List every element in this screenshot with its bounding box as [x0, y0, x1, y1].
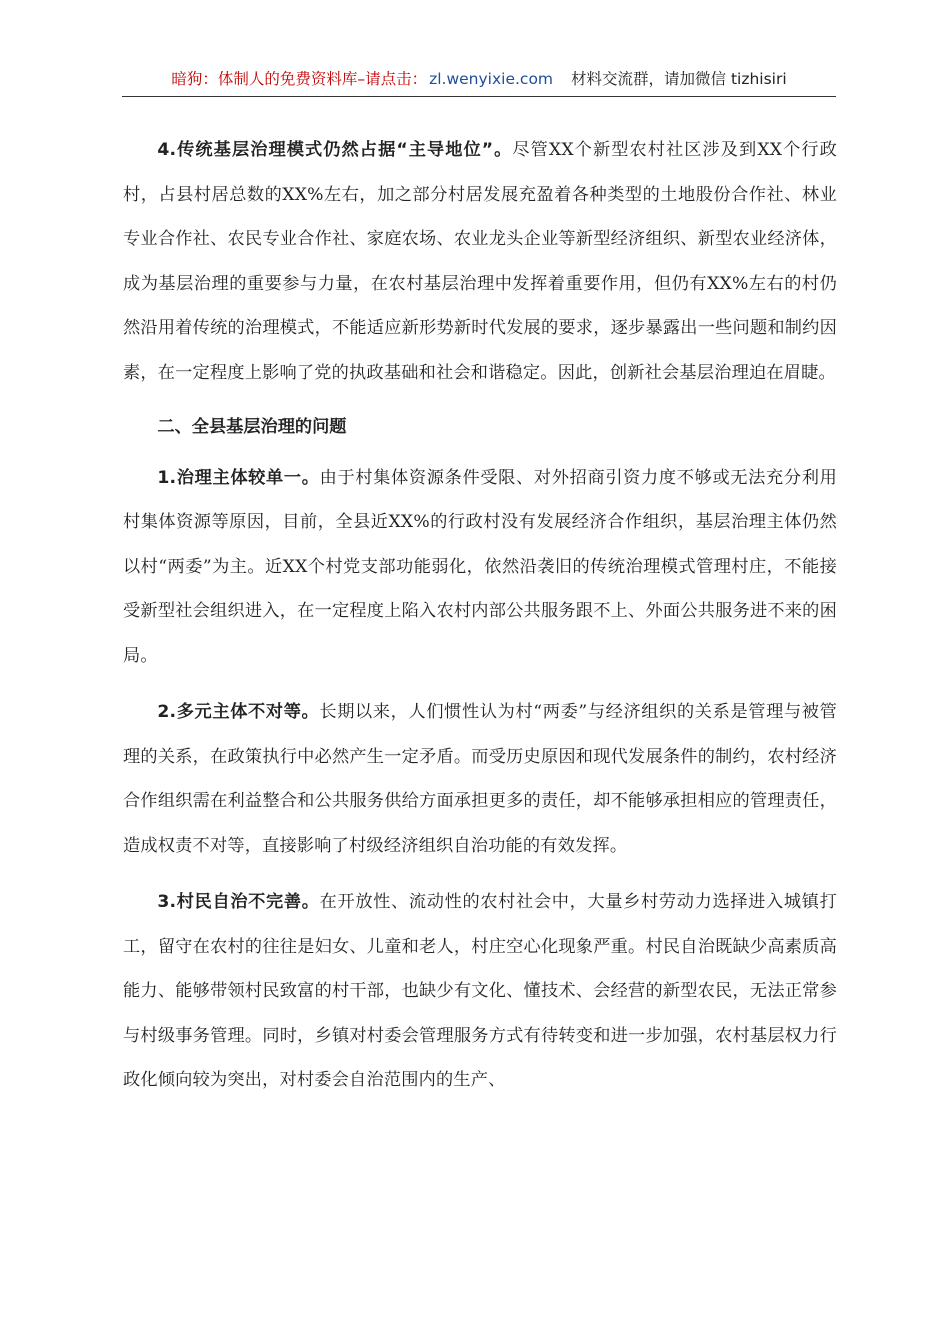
paragraph-1-title: 1.治理主体较单一。 [157, 467, 320, 488]
paragraph-2 [123, 690, 837, 868]
document-body [123, 128, 837, 1103]
paragraph-2-body: 长期以来，人们惯性认为村“两委”与经济组织的关系是管理与被管理的关系，在政策执行中必然产生一定矛盾。而受历史原因和现代发展条件的制约，农村经济合作组织需在利益整合和公共服务供给方面承担更多的责任，却不能够承担相应的管理责任，造成权责不对等，直接影响了村级经济组织自治功能的有效发挥。 [123, 702, 837, 856]
paragraph-1-body: 由于村集体资源条件受限、对外招商引资力度不够或无法充分利用村集体资源等原因，目前，全县近XX%的行政村没有发展经济合作组织，基层治理主体仍然以村“两委”为主。近XX个村党支部功能弱化，依然沿袭旧的传统治理模式管理村庄，不能接受新型社会组织进入，在一定程度上陷入农村内部公共服务跟不上、外面公共服务进不来的困局。 [123, 467, 837, 666]
header-url-link[interactable]: zl.wenyixie.com [429, 70, 554, 88]
paragraph-3-title: 3.村民自治不完善。 [157, 892, 320, 912]
paragraph-2-title: 2.多元主体不对等。 [157, 702, 320, 722]
header-wechat-note: 材料交流群，请加微信 tizhisiri [571, 70, 787, 88]
paragraph-4-title: 4.传统基层治理模式仍然占据“主导地位”。 [157, 140, 513, 160]
paragraph-1 [123, 456, 837, 679]
section-heading: 二、全县基层治理的问题 [157, 417, 347, 437]
header-site-name: 暗狗：体制人的免费资料库 [171, 70, 358, 88]
paragraph-3-body: 在开放性、流动性的农村社会中，大量乡村劳动力选择进入城镇打工，留守在农村的往往是妇女、儿童和老人，村庄空心化现象严重。村民自治既缺少高素质高能力、能够带领村民致富的村干部，也缺少有文化、懂技术、会经营的新型农民，无法正常参与村级事务管理。同时，乡镇对村委会管理服务方式有待转变和进一步加强，农村基层权力行政化倾向较为突出，对村委会自治范围内的生产、 [123, 892, 837, 1090]
page-header [122, 62, 836, 97]
paragraph-4-body: 尽管XX个新型农村社区涉及到XX个行政村，占县村居总数的XX%左右，加之部分村居发展充盈着各种类型的土地股份合作社、林业专业合作社、农民专业合作社、家庭农场、农业龙头企业等新型经济组织、新型农业经济体，成为基层治理的重要参与力量，在农村基层治理中发挥着重要作用，但仍有XX%左右的村仍然沿用着传统的治理模式，不能适应新形势新时代发展的要求，逐步暴露出一些问题和制约因素，在一定程度上影响了党的执政基础和社会和谐稳定。因此，创新社会基层治理迫在眉睫。 [123, 140, 837, 383]
paragraph-4 [123, 128, 837, 395]
header-click-prompt: –请点击： [357, 70, 428, 88]
paragraph-3 [123, 880, 837, 1103]
